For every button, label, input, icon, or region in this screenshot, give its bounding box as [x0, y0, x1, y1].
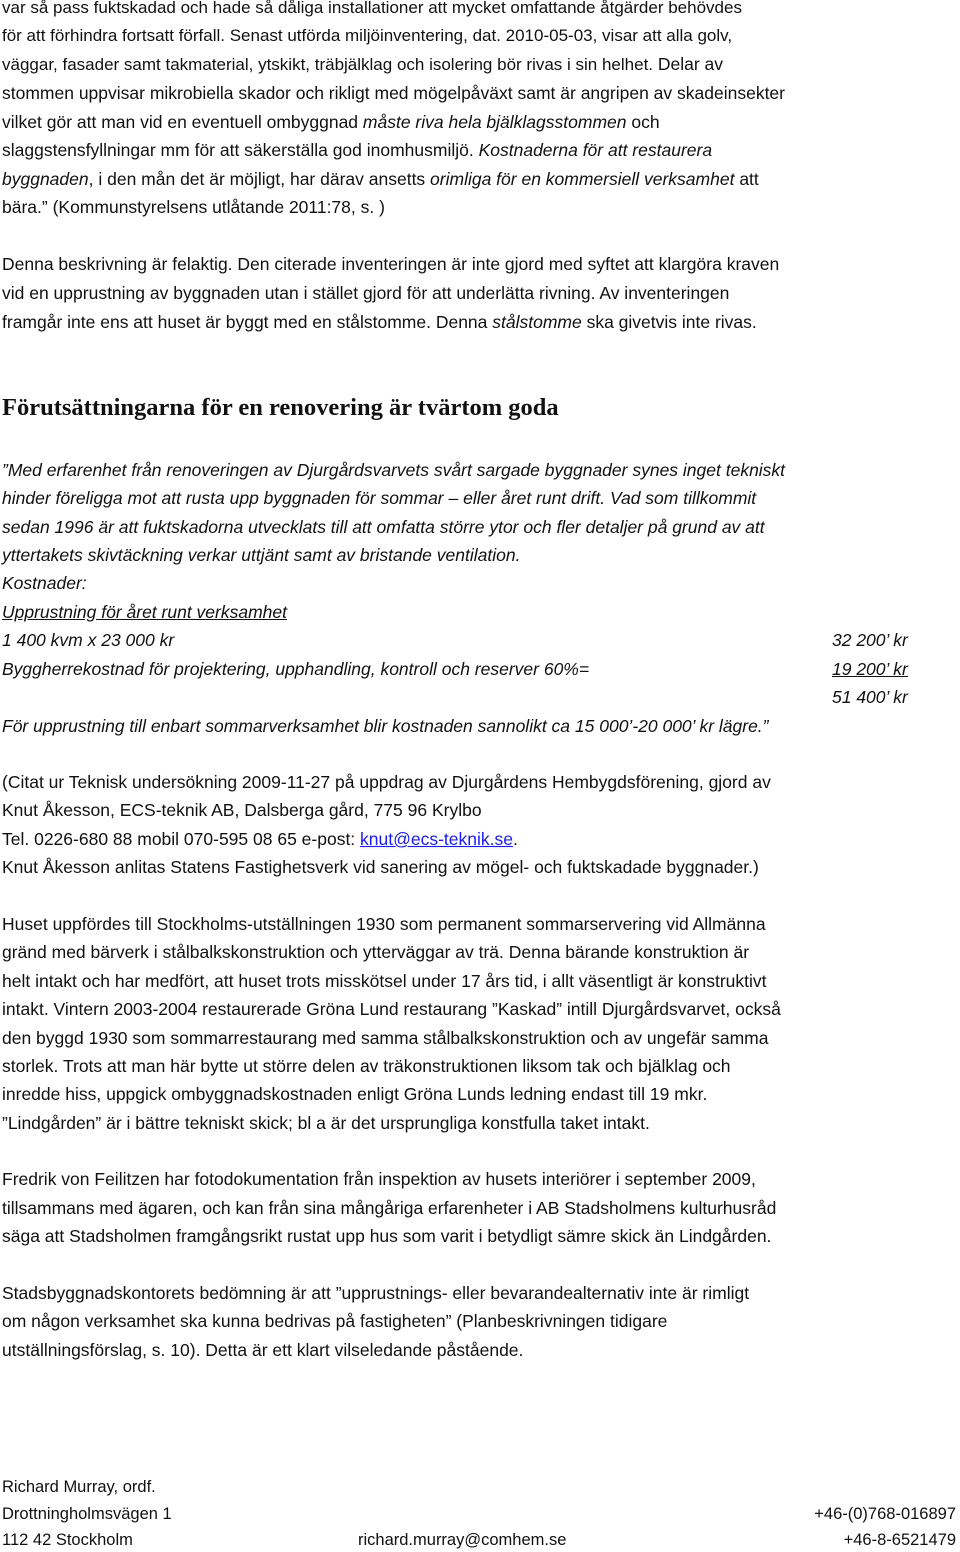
cost-value: 32 200’ kr	[832, 630, 908, 650]
italic-segment: stålstomme	[492, 312, 582, 332]
text-line: (Citat ur Teknisk undersökning 2009-11-27 på uppdrag av Djurgårdens Hembygdsförening, gjord av	[2, 772, 771, 792]
text-segment: Den citerade inventeringen är inte gjord med syftet att klargöra kraven	[232, 254, 780, 274]
text-line: Knut Åkesson anlitas Statens Fastighetsverk vid sanering av mögel- och fuktskadade byggnader.)	[2, 857, 759, 877]
email-link[interactable]: knut@ecs-teknik.se	[360, 829, 513, 849]
signature-name: Richard Murray, ordf.	[2, 1478, 156, 1496]
text-segment: framgår inte ens att huset är byggt med en stålstomme. Denna	[2, 312, 493, 332]
text-line: För upprustning till enbart sommarverksamhet blir kostnaden sannolikt ca 15 000’-20 000’ kr lägre.”	[2, 716, 769, 736]
text-line	[2, 53, 956, 76]
text-line	[2, 311, 956, 333]
text-line: helt intakt och har medfört, att huset trots misskötsel under 17 års tid, i allt väsentligt är konstruktivt	[2, 971, 767, 991]
signature-row	[2, 1529, 956, 1551]
text-line: var så pass fuktskadad och hade så dåliga installationer att mycket omfattande åtgärder behövdes	[2, 0, 742, 17]
text-line: stommen uppvisar mikrobiella skador och rikligt med mögelpåväxt samt är angripen av skadeinsekter	[2, 83, 785, 103]
text-line: inredde hiss, uppgick ombyggnadskostnaden enligt Gröna Lunds ledning endast till 19 mkr.	[2, 1084, 708, 1104]
text-line: storlek. Trots att man här bytte ut större delen av träkonstruktionen liksom tak och bjälklag och	[2, 1056, 731, 1076]
text-line: Huset uppfördes till Stockholms-utställningen 1930 som permanent sommarservering vid Allmänna	[2, 914, 766, 934]
text-line: bära.” (Kommunstyrelsens utlåtande 2011:78, s. )	[2, 197, 385, 217]
italic-segment: orimliga för en kommersiell verksamhet	[430, 169, 735, 189]
italic-segment: byggnaden	[2, 169, 89, 189]
costs-title-text: Upprustning för året runt verksamhet	[2, 602, 287, 622]
text-segment: och	[626, 112, 660, 132]
signature-phone-mobile: +46-(0)768-016897	[814, 1505, 956, 1523]
text-segment: , i den mån det är möjligt, har därav ansetts	[88, 169, 431, 189]
cost-row	[2, 629, 956, 651]
text-segment: väggar, fasader samt takmaterial, ytskikt, träbjälklag och isolering bör rivas i sin helhet.	[2, 55, 654, 74]
signature-row	[2, 1503, 956, 1525]
text-line	[2, 168, 956, 190]
cost-value: 19 200’ kr	[832, 659, 908, 679]
text-line	[2, 111, 956, 133]
cost-label: 1 400 kvm x 23 000 kr	[2, 630, 175, 650]
text-line: om någon verksamhet ska kunna bedrivas på fastigheten” (Planbeskrivningen tidigare	[2, 1311, 668, 1331]
cost-label: Byggherrekostnad för projektering, upphandling, kontroll och reserver 60%=	[2, 659, 590, 679]
text-segment: vilket gör att man vid en eventuell ombyggnad	[2, 112, 363, 132]
text-line: säga att Stadsholmen framgångsrikt rustat upp hus som varit i betydligt sämre skick än Lindgården.	[2, 1226, 772, 1246]
text-line: den byggd 1930 som sommarrestaurang med samma stålbalkskonstruktion och av ungefär samma	[2, 1028, 769, 1048]
text-segment: ska givetvis inte rivas.	[581, 312, 757, 332]
text-line: intakt. Vintern 2003-2004 restaurerade Gröna Lund restaurang ”Kaskad” intill Djurgårdsvarvet, också	[2, 999, 781, 1019]
text-line: vid en upprustning av byggnaden utan i stället gjord för att underlätta rivning. Av inventeringen	[2, 283, 730, 303]
text-line: yttertakets skivtäckning verkar uttjänt samt av bristande ventilation.	[2, 545, 521, 565]
text-line: tillsammans med ägaren, och kan från sina mångåriga erfarenheter i AB Stadsholmens kulturhusråd	[2, 1198, 777, 1218]
text-segment: att	[734, 169, 759, 189]
text-line: sedan 1996 är att fuktskadorna utvecklats till att omfatta större ytor och fler detaljer på grund av att	[2, 517, 765, 537]
italic-segment: Kostnaderna för att restaurera	[478, 140, 713, 160]
cost-row	[2, 658, 956, 680]
text-segment: Delar av	[653, 54, 724, 74]
italic-segment: måste riva hela bjälklagsstommen	[362, 112, 627, 132]
signature-street: Drottningholmsvägen 1	[2, 1505, 172, 1523]
text-line	[2, 828, 956, 850]
text-line	[2, 139, 956, 161]
text-line	[2, 253, 956, 275]
text-line: hinder föreligga mot att rusta upp byggnaden för sommar – eller året runt drift. Vad som tillkommit	[2, 488, 757, 508]
signature-phone: +46-8-6521479	[843, 1531, 956, 1549]
text-line: utställningsförslag, s. 10). Detta är ett klart vilseledande påstående.	[2, 1340, 524, 1360]
text-segment: .	[513, 829, 518, 849]
costs-title	[2, 601, 956, 623]
section-heading: Förutsättningarna för en renovering är tvärtom goda	[2, 394, 559, 421]
cost-total: 51 400’ kr	[832, 687, 908, 707]
text-line: ”Lindgården” är i bättre tekniskt skick; bl a är det ursprungliga konstfulla taket intakt.	[2, 1113, 650, 1133]
signature-email: richard.murray@comhem.se	[358, 1531, 567, 1549]
text-segment: Tel. 0226-680 88 mobil 070-595 08 65 e-post:	[2, 829, 361, 849]
text-segment: Denna beskrivning är felaktig.	[2, 254, 233, 274]
text-line: gränd med bärverk i stålbalkskonstruktion och ytterväggar av trä. Denna bärande konstruktion är	[2, 942, 750, 962]
text-segment: slaggstensfyllningar mm för att säkerställa god inomhusmiljö.	[2, 140, 479, 160]
text-line: Stadsbyggnadskontorets bedömning är att ”upprustnings- eller bevarandealternativ inte är rimligt	[2, 1283, 750, 1303]
text-line: för att förhindra fortsatt förfall. Senast utförda miljöinventering, dat. 2010-05-03, visar att alla golv,	[2, 26, 733, 45]
costs-label: Kostnader:	[2, 573, 87, 593]
signature-city: 112 42 Stockholm	[2, 1531, 133, 1549]
text-line: Knut Åkesson, ECS-teknik AB, Dalsberga gård, 775 96 Krylbo	[2, 800, 482, 820]
text-line: ”Med erfarenhet från renoveringen av Djurgårdsvarvets svårt sargade byggnader synes inget tekniskt	[2, 460, 786, 480]
text-line: Fredrik von Feilitzen har fotodokumentation från inspektion av husets interiörer i september 2009,	[2, 1169, 756, 1189]
